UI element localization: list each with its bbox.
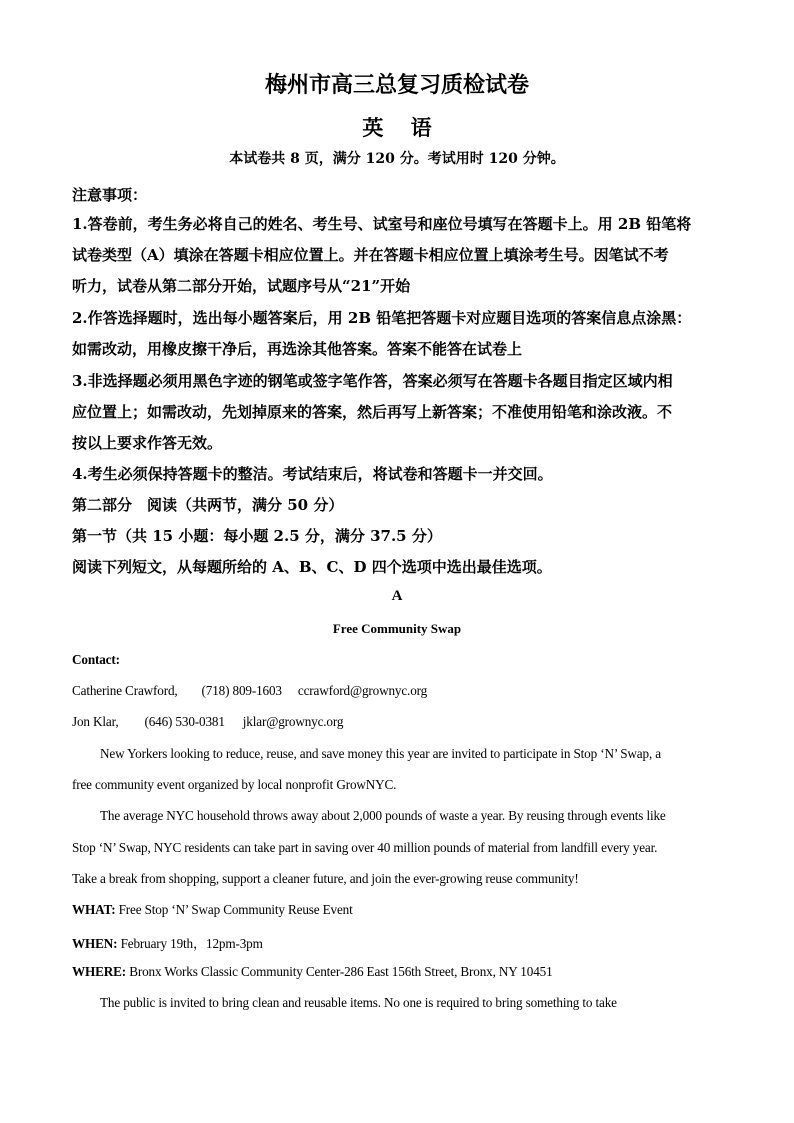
contact-label: Contact: [72, 652, 120, 667]
exam-info: 本试卷共 8 页，满分 120 分。考试用时 120 分钟。 [229, 151, 565, 167]
paragraph-line: The public is invited to bring clean and reusable items. No one is required to bring something to take [100, 995, 617, 1010]
notice-heading: 注意事项： [72, 186, 148, 204]
when-value: February 19th，12pm-3pm [120, 936, 263, 951]
notice-line: 应位置上；如需改动，先划掉原来的答案，然后再写上新答案；不准使用铅笔和涂改液。不 [72, 403, 673, 421]
event-when [72, 933, 722, 952]
event-what [72, 902, 722, 918]
where-value: Bronx Works Classic Community Center-286 East 156th Street, Bronx, NY 10451 [129, 964, 553, 979]
paragraph-line: Take a break from shopping, support a cleaner future, and join the ever-growing reuse community! [72, 871, 579, 886]
reading-instruction: 阅读下列短文，从每题所给的 A、B、C、D 四个选项中选出最佳选项。 [72, 558, 552, 576]
notice-line: 按以上要求作答无效。 [72, 434, 223, 452]
contact-row [72, 714, 722, 730]
notice-line: 2.作答选择题时，选出每小题答案后，用 2B 铅笔把答题卡对应题目选项的答案信息点涂黑： [72, 309, 692, 327]
notice-line: 1.答卷前，考生务必将自己的姓名、考生号、试室号和座位号填写在答题卡上。用 2B 铅笔将 [72, 215, 692, 233]
part-heading: 第二部分 阅读（共两节，满分 50 分） [72, 496, 344, 514]
what-label: WHAT: [72, 902, 116, 917]
contact-email: jklar@grownyc.org [242, 714, 344, 729]
notice-line: 如需改动，用橡皮擦干净后，再选涂其他答案。答案不能答在试卷上 [72, 340, 523, 358]
notice-line: 试卷类型（A）填涂在答题卡相应位置上。并在答题卡相应位置上填涂考生号。因笔试不考 [72, 246, 669, 264]
paragraph-line: Stop ‘N’ Swap, NYC residents can take part in saving over 40 million pounds of material from landfill every year. [72, 840, 658, 855]
paragraph-line: free community event organized by local nonprofit GrowNYC. [72, 777, 397, 792]
contact-row [72, 683, 722, 699]
event-where [72, 964, 722, 980]
notice-line: 3.非选择题必须用黑色字迹的钢笔或签字笔作答，答案必须写在答题卡各题目指定区域内相 [72, 372, 673, 390]
paragraph-line: The average NYC household throws away about 2,000 pounds of waste a year. By reusing through events like [100, 808, 666, 823]
section-heading: 第一节（共 15 小题：每小题 2.5 分，满分 37.5 分） [72, 527, 442, 545]
contact-phone: (646) 530-0381 [144, 714, 225, 729]
what-value: Free Stop ‘N’ Swap Community Reuse Event [118, 902, 353, 917]
contact-name: Jon Klar, [72, 714, 119, 729]
paragraph-line: New Yorkers looking to reduce, reuse, and save money this year are invited to participate in Stop ‘N’ Swap, a [100, 746, 661, 761]
subject-title: 英 语 [362, 115, 442, 140]
contact-name: Catherine Crawford, [72, 683, 178, 698]
exam-title: 梅州市高三总复习质检试卷 [264, 72, 529, 98]
passage-title: Free Community Swap [332, 621, 462, 636]
notice-line: 听力，试卷从第二部分开始，试题序号从“21”开始 [72, 277, 411, 295]
notice-line: 4.考生必须保持答题卡的整洁。考试结束后，将试卷和答题卡一并交回。 [72, 465, 553, 483]
contact-phone: (718) 809-1603 [201, 683, 282, 698]
when-label: WHEN: [72, 936, 118, 951]
where-label: WHERE: [72, 964, 127, 979]
contact-email: ccrawford@grownyc.org [297, 683, 428, 698]
passage-letter: A [391, 588, 403, 604]
